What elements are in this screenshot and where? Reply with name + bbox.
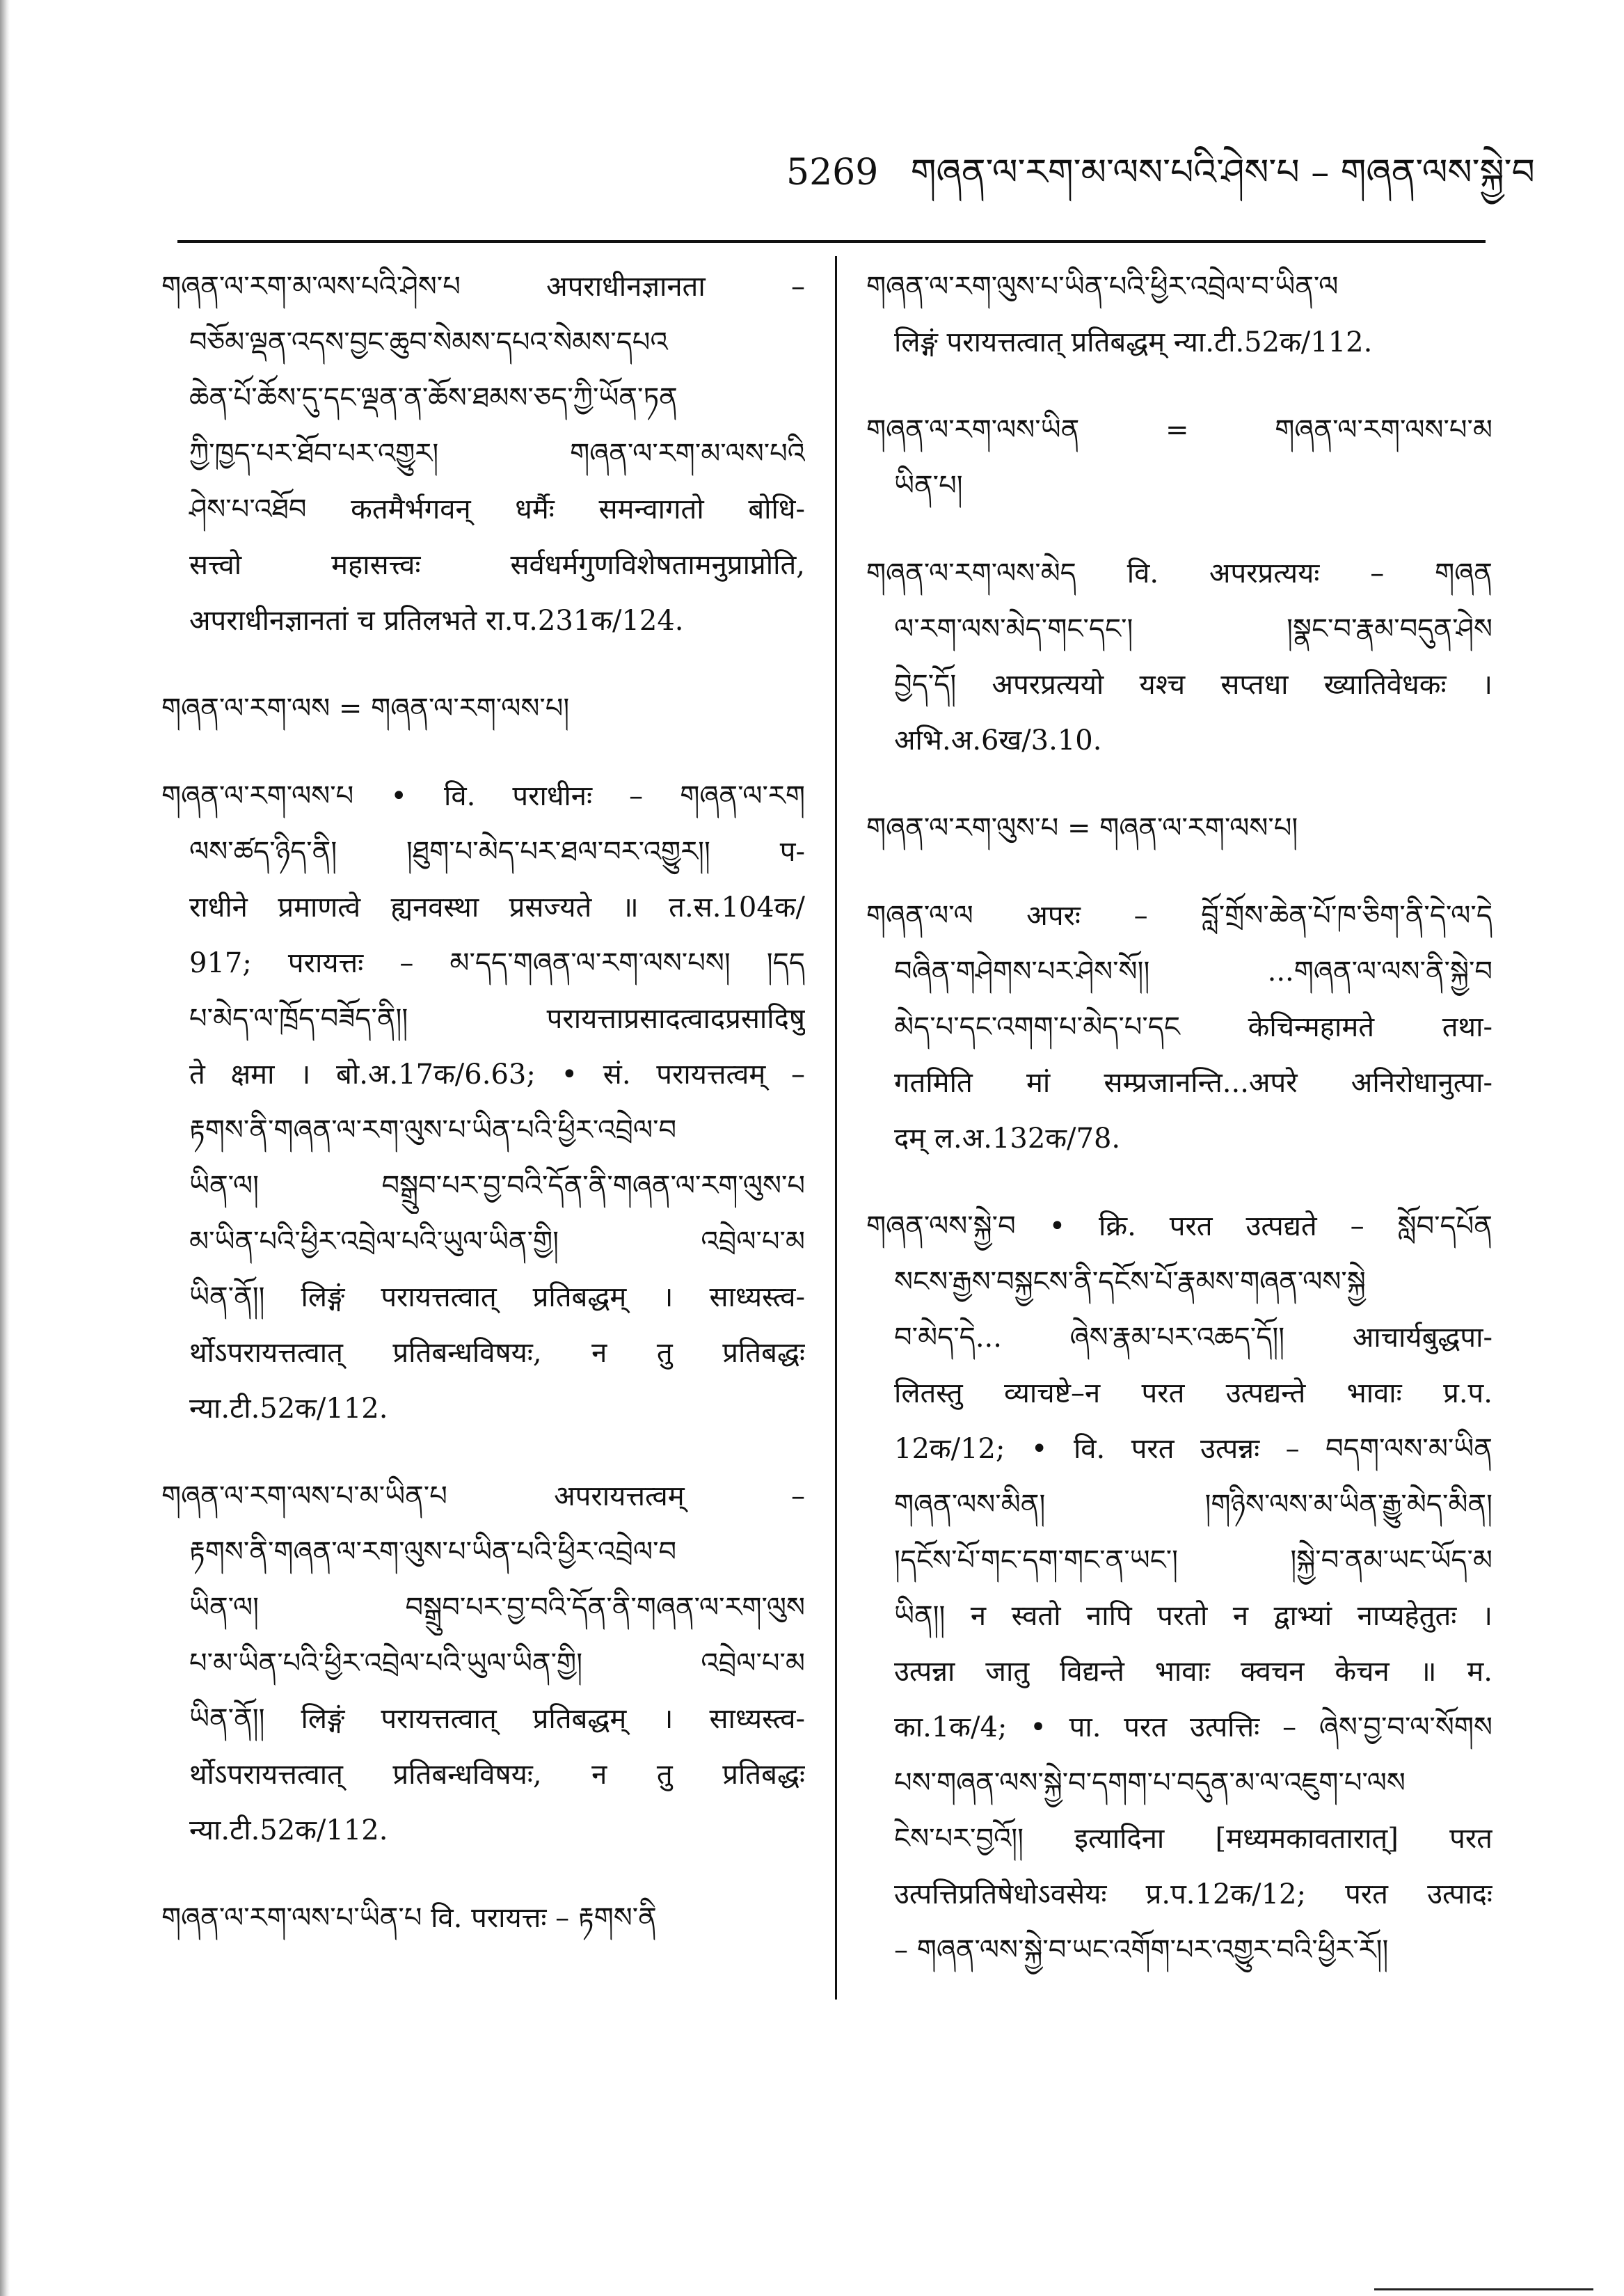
dictionary-entry xyxy=(866,402,1492,514)
entry-headword-line: གཞན་ལ་རག་ལས་ཡིན = གཞན་ལ་རག་ལས་པ་མ xyxy=(866,414,1492,446)
entry-text-line: लिङ्गं परायत्तत्वात् प्रतिबद्धम् न्या.टी.52क/112. xyxy=(894,326,1373,358)
entry-text-line: 917; परायत्तः – མ་དད་གཞན་ལ་རག་ལས་པས། །དད xyxy=(189,947,805,979)
dictionary-entry xyxy=(866,259,1492,370)
entry-text-line: ཆེན་པོ་ཆོས་དུ་དང་ལྡན་ན་ཆོས་ཐམས་ཅད་ཀྱི་ཡོན་ཏན xyxy=(189,382,678,414)
entry-text-line: མེད་པ་དང་འགག་པ་མེད་པ་དང केचिन्महामते तथा- xyxy=(894,1011,1492,1043)
entry-text-line: བ་མེད་དེ... ཞེས་རྣམ་པར་འཆད་དོ།། आचार्यबुद्धपा- xyxy=(894,1322,1492,1354)
entry-text-line: ཡིན་ནོ།། लिङ्गं परायत्तत्वात् प्रतिबद्धम् । साध्यस्त्व- xyxy=(189,1703,805,1735)
entry-text-line: दम् ल.अ.132क/78. xyxy=(894,1123,1121,1155)
dictionary-entry xyxy=(866,800,1492,856)
entry-text-line: ཀྱི་ཁྱད་པར་ཐོབ་པར་འགྱུར། གཞན་ལ་རག་མ་ལས་པའི xyxy=(189,438,805,470)
entry-text-line: न्या.टी.52क/112. xyxy=(189,1393,388,1425)
entry-text-line: राधीने प्रमाणत्वे ह्यनवस्था प्रसज्यते ॥ त.स.104क/ xyxy=(189,892,805,924)
entry-text-line: उत्पत्तिप्रतिषेधोऽवसेयः प्र.प.12क/12; परत उत्पादः xyxy=(894,1878,1492,1910)
entry-headword-line: གཞན་ལས་སྐྱེ་བ • क्रि. परत उत्पद्यते – སློབ་དཔོན xyxy=(866,1210,1492,1242)
entry-text-line: र्थोऽपरायत्तत्वात् प्रतिबन्धविषयः, न तु प्रतिबद्धः xyxy=(189,1337,805,1369)
header-rule xyxy=(177,240,1486,243)
entry-text-line: ལ་རག་ལས་མེད་གང་དང་། །སྣང་བ་རྣམ་བདུན་ཤེས xyxy=(894,613,1492,645)
entry-text-line: न्या.टी.52क/112. xyxy=(189,1814,388,1846)
dictionary-entry xyxy=(161,1890,805,1946)
entry-text-line: ངེས་པར་བྱའོ།། इत्यादिना [मध्यमकावतारात्] परत xyxy=(894,1823,1492,1855)
entry-text-line: ཡིན་ལ། བསྒྲུབ་པར་བྱ་བའི་དོན་ནི་གཞན་ལ་རག་ལུས xyxy=(189,1592,805,1624)
entry-text-line: རྟགས་ནི་གཞན་ལ་རག་ལུས་པ་ཡིན་པའི་ཕྱིར་འབྲེལ་བ xyxy=(189,1114,677,1146)
entry-text-line: अभि.अ.6ख/3.10. xyxy=(894,725,1102,757)
book-binding-shadow xyxy=(0,0,10,2296)
dictionary-entry xyxy=(866,546,1492,768)
entry-text-line: ཤེས་པ་འཐོབ कतमैर्भगवन् धर्मैः समन्वागतो बोधि- xyxy=(189,493,805,525)
entry-text-line: सत्त्वो महासत्त्वः सर्वधर्मगुणविशेषतामनुप्राप्नोति, xyxy=(189,549,805,581)
entry-text-line: ཡིན་པ། xyxy=(894,470,963,502)
entry-text-line: लितस्तु व्याचष्टे–न परत उत्पद्यन्ते भावाः प्र.प. xyxy=(894,1377,1492,1409)
entry-headword-line: གཞན་ལ་རག་མ་ལས་པའི་ཤེས་པ अपराधीनज्ञानता – xyxy=(161,271,805,303)
entry-headword-line: གཞན་ལ་རག་ལུས་པ = གཞན་ལ་རག་ལས་པ། xyxy=(866,812,1298,844)
right-column xyxy=(866,259,1492,2010)
dictionary-entry xyxy=(866,1198,1492,1978)
entry-text-line: 12क/12; • वि. परत उत्पन्नः – བདག་ལས་མ་ཡིན xyxy=(894,1433,1492,1465)
entry-headword-line: གཞན་ལ་ལ अपरः – བློ་གྲོས་ཆེན་པོ་ཁ་ཅིག་ནི་དེ་ལ་དེ xyxy=(866,900,1492,932)
entry-text-line: का.1क/4; • पा. परत उत्पत्तिः – ཞེས་བྱ་བ་ལ་སོགས xyxy=(894,1711,1492,1743)
entry-text-line: ते क्षमा । बो.अ.17क/6.63; • सं. परायत्तत्वम् – xyxy=(189,1059,805,1091)
dictionary-entry xyxy=(161,768,805,1436)
entry-text-line: སངས་རྒྱས་བསྐྱངས་ནི་དངོས་པོ་རྣམས་གཞན་ལས་སྐྱེ xyxy=(894,1266,1366,1298)
headword-range: གཞན་ལ་རག་མ་ལས་པའི་ཤེས་པ – གཞན་ལས་སྐྱེ་བ xyxy=(910,152,1535,193)
dictionary-entry xyxy=(161,681,805,736)
entry-headword-line: གཞན་ལ་རག་ལས = གཞན་ལ་རག་ལས་པ། xyxy=(161,692,570,725)
entry-headword-line: གཞན་ལ་རག་ལས་པ • वि. पराधीनः – གཞན་ལ་རག xyxy=(161,780,805,812)
entry-text-line: བྱེད་དོ། अपरप्रत्ययो यश्च सप्तधा ख्यातिवेधकः । xyxy=(894,669,1492,701)
entry-text-line: པས་གཞན་ལས་སྐྱེ་བ་དགག་པ་བདུན་མ་ལ་འཇུག་པ་ལས xyxy=(894,1767,1406,1799)
entry-text-line: ཡིན་ལ། བསྒྲུབ་པར་བྱ་བའི་དོན་ནི་གཞན་ལ་རག་ལུས་པ xyxy=(189,1170,805,1202)
dictionary-entry xyxy=(866,888,1492,1166)
page-number: 5269 xyxy=(786,152,879,193)
dictionary-entry xyxy=(161,1468,805,1858)
entry-text-line: མ་ཡིན་པའི་ཕྱིར་འབྲེལ་པའི་ཡུལ་ཡིན་གྱི། འབྲེལ་པ་མ xyxy=(189,1226,805,1258)
entry-text-line: གཞན་ལས་མིན། །གཉིས་ལས་མ་ཡིན་རྒྱུ་མེད་མིན། xyxy=(894,1489,1492,1521)
entry-text-line: ལས་ཚད་ཉིད་ནི། །ཐུག་པ་མེད་པར་ཐལ་བར་འགྱུར།། प- xyxy=(189,836,805,868)
entry-text-line: བཅོམ་ལྡན་འདས་བྱང་ཆུབ་སེམས་དཔའ་སེམས་དཔའ xyxy=(189,326,668,358)
entry-text-line: – གཞན་ལས་སྐྱེ་བ་ཡང་འགོག་པར་འགྱུར་བའི་ཕྱིར་རོ།། xyxy=(894,1934,1389,1966)
entry-headword-line: གཞན་ལ་རག་ལས་མེད वि. अपरप्रत्ययः – གཞན xyxy=(866,557,1492,589)
page-header xyxy=(786,132,1535,234)
entry-text-line: པ་མེད་ལ་ཁྲོད་བཟོད་ནི།། परायत्ताप्रसादत्वादप्रसादिषु xyxy=(189,1003,805,1035)
dictionary-entry xyxy=(161,259,805,649)
entry-headword-line: གཞན་ལ་རག་ལས་པ་མ་ཡིན་པ अपरायत्तत्वम् – xyxy=(161,1480,805,1512)
entry-headword-line: གཞན་ལ་རག་ལུས་པ་ཡིན་པའི་ཕྱིར་འབྲེལ་བ་ཡིན་ལ xyxy=(866,271,1339,303)
entry-text-line: རྟགས་ནི་གཞན་ལ་རག་ལུས་པ་ཡིན་པའི་ཕྱིར་འབྲེལ་བ xyxy=(189,1536,677,1568)
entry-text-line: ཡིན་ནོ།། लिङ्गं परायत्तत्वात् प्रतिबद्धम् । साध्यस्त्व- xyxy=(189,1281,805,1313)
left-column xyxy=(161,259,805,1978)
entry-text-line: བཞིན་གཤེགས་པར་ཤེས་སོ།། ...གཞན་ལ་ལས་ནི་སྐྱེ་བ xyxy=(894,956,1492,988)
footer-rule xyxy=(1374,2288,1593,2290)
entry-text-line: པ་མ་ཡིན་པའི་ཕྱིར་འབྲེལ་པའི་ཡུལ་ཡིན་གྱི། འབྲེལ་པ་མ xyxy=(189,1647,805,1679)
column-divider xyxy=(835,256,837,2000)
entry-text-line: अपराधीनज्ञानतां च प्रतिलभते रा.प.231क/124. xyxy=(189,605,684,637)
entry-text-line: उत्पन्ना जातु विद्यन्ते भावाः क्वचन केचन ॥ म. xyxy=(894,1656,1492,1688)
entry-text-line: །དངོས་པོ་གང་དག་གང་ན་ཡང་། །སྐྱེ་བ་ནམ་ཡང་ཡོད་མ xyxy=(894,1544,1492,1576)
entry-headword-line: གཞན་ལ་རག་ལས་པ་ཡིན་པ वि. परायत्तः – རྟགས་ནི xyxy=(161,1902,657,1934)
entry-text-line: गतमिति मां सम्प्रजानन्ति...अपरे अनिरोधानुत्पा- xyxy=(894,1067,1492,1099)
entry-text-line: र्थोऽपरायत्तत्वात् प्रतिबन्धविषयः, न तु प्रतिबद्धः xyxy=(189,1759,805,1791)
entry-text-line: ཡིན།། न स्वतो नापि परतो न द्वाभ्यां नाप्यहेतुतः । xyxy=(894,1600,1492,1632)
